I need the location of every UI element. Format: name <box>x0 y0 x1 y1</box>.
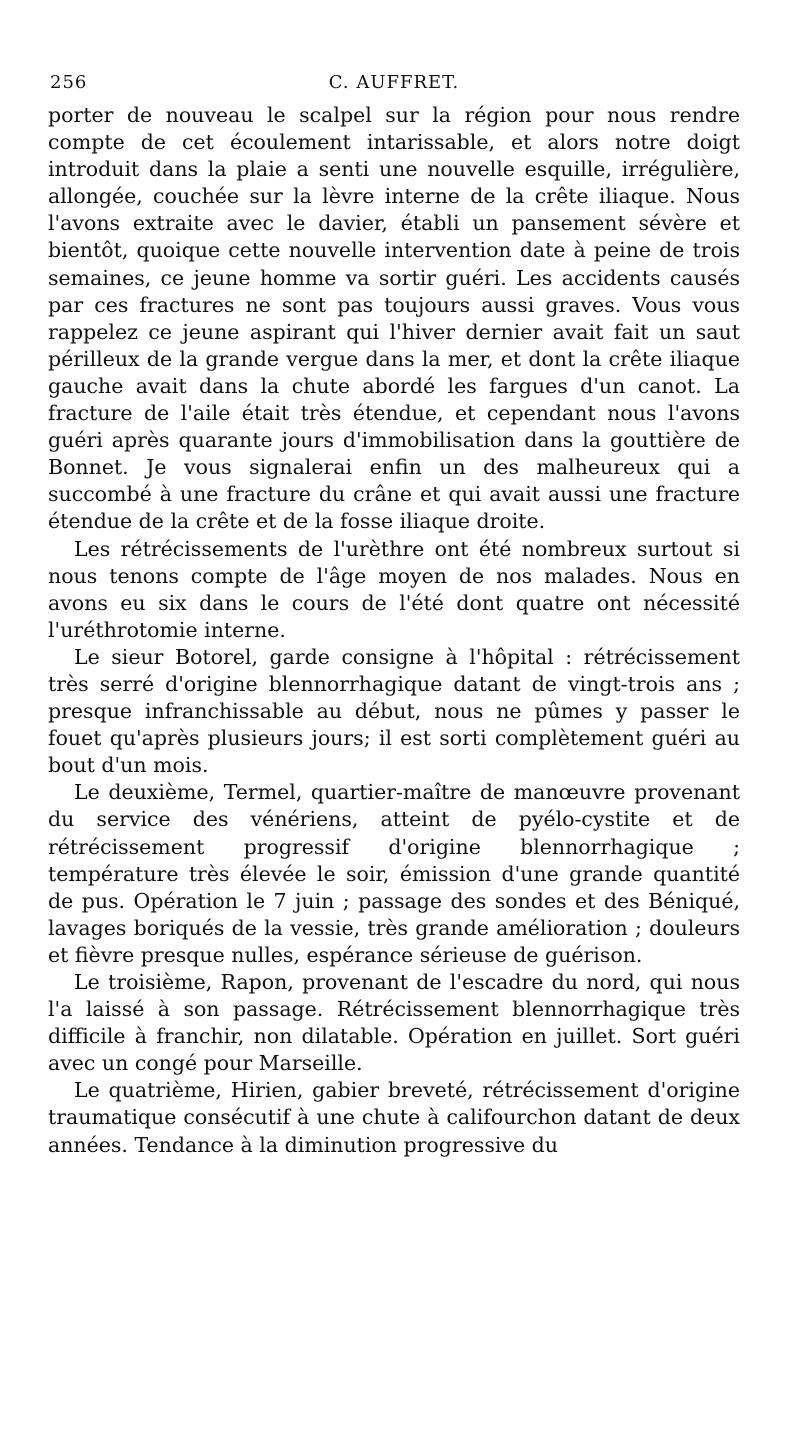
running-title: C. AUFFRET. <box>328 72 460 93</box>
paragraph-hirien: Le quatrième, Hirien, gabier breveté, rétrécissement d'origine traumatique consécutif à une chute à califourchon datant de deux années. Tendance à la diminution progressive du <box>48 1078 740 1157</box>
paragraph-continued: porter de nouveau le scalpel sur la région pour nous rendre compte de cet écoulement intarissable, et alors notre doigt introduit dans la plaie a senti une nouvelle esquille, irrégulière, allongée, couchée sur la lèvre interne de la crête iliaque. Nous l'avons extraite avec le davier, établi un pansement sévère et bientôt, quoique cette nouvelle intervention date à peine de trois semaines, ce jeune homme va sortir guéri. Les accidents causés par ces fractures ne sont pas toujours aussi graves. Vous vous rappelez ce jeune aspirant qui l'hiver dernier avait fait un saut périlleux de la grande vergue dans la mer, et dont la crête iliaque gauche avait dans la chute abordé les fargues d'un canot. La fracture de l'aile était très étendue, et cependant nous l'avons guéri après quarante jours d'immobilisation dans la gouttière de Bonnet. Je vous signalerai enfin un des malheureux qui a succombé à une fracture du crâne et qui avait aussi une fracture étendue de la crête et de la fosse iliaque droite. <box>48 103 740 534</box>
running-head <box>48 62 740 102</box>
page-number: 256 <box>50 72 88 93</box>
paragraph-rapon: Le troisième, Rapon, provenant de l'escadre du nord, qui nous l'a laissé à son passage. Rétrécissement blennorrhagique très difficile à franchir, non dilatable. Opération en juillet. Sort guéri avec un congé pour Marseille. <box>48 970 740 1076</box>
paragraph-termel: Le deuxième, Termel, quartier-maître de manœuvre provenant du service des vénériens, atteint de pyélo-cystite et de rétrécissement progressif d'origine blennorrhagique ; température très élevée le soir, émission d'une grande quantité de pus. Opération le 7 juin ; passage des sondes et des Béniqué, lavages boriqués de la vessie, très grande amélioration ; douleurs et fièvre presque nulles, espérance sérieuse de guérison. <box>48 780 740 967</box>
paragraph-botorel: Le sieur Botorel, garde consigne à l'hôpital : rétrécissement très serré d'origine blennorrhagique datant de vingt-trois ans ; presque infranchissable au début, nous ne pûmes y passer le fouet qu'après plusieurs jours; il est sorti complètement guéri au bout d'un mois. <box>48 644 740 778</box>
paragraph-retrecissements: Les rétrécissements de l'urèthre ont été nombreux surtout si nous tenons compte de l'âge moyen de nos malades. Nous en avons eu six dans le cours de l'été dont quatre ont nécessité l'uréthrotomie interne. <box>48 536 740 642</box>
body-text <box>48 102 740 1159</box>
book-page <box>48 62 740 1159</box>
